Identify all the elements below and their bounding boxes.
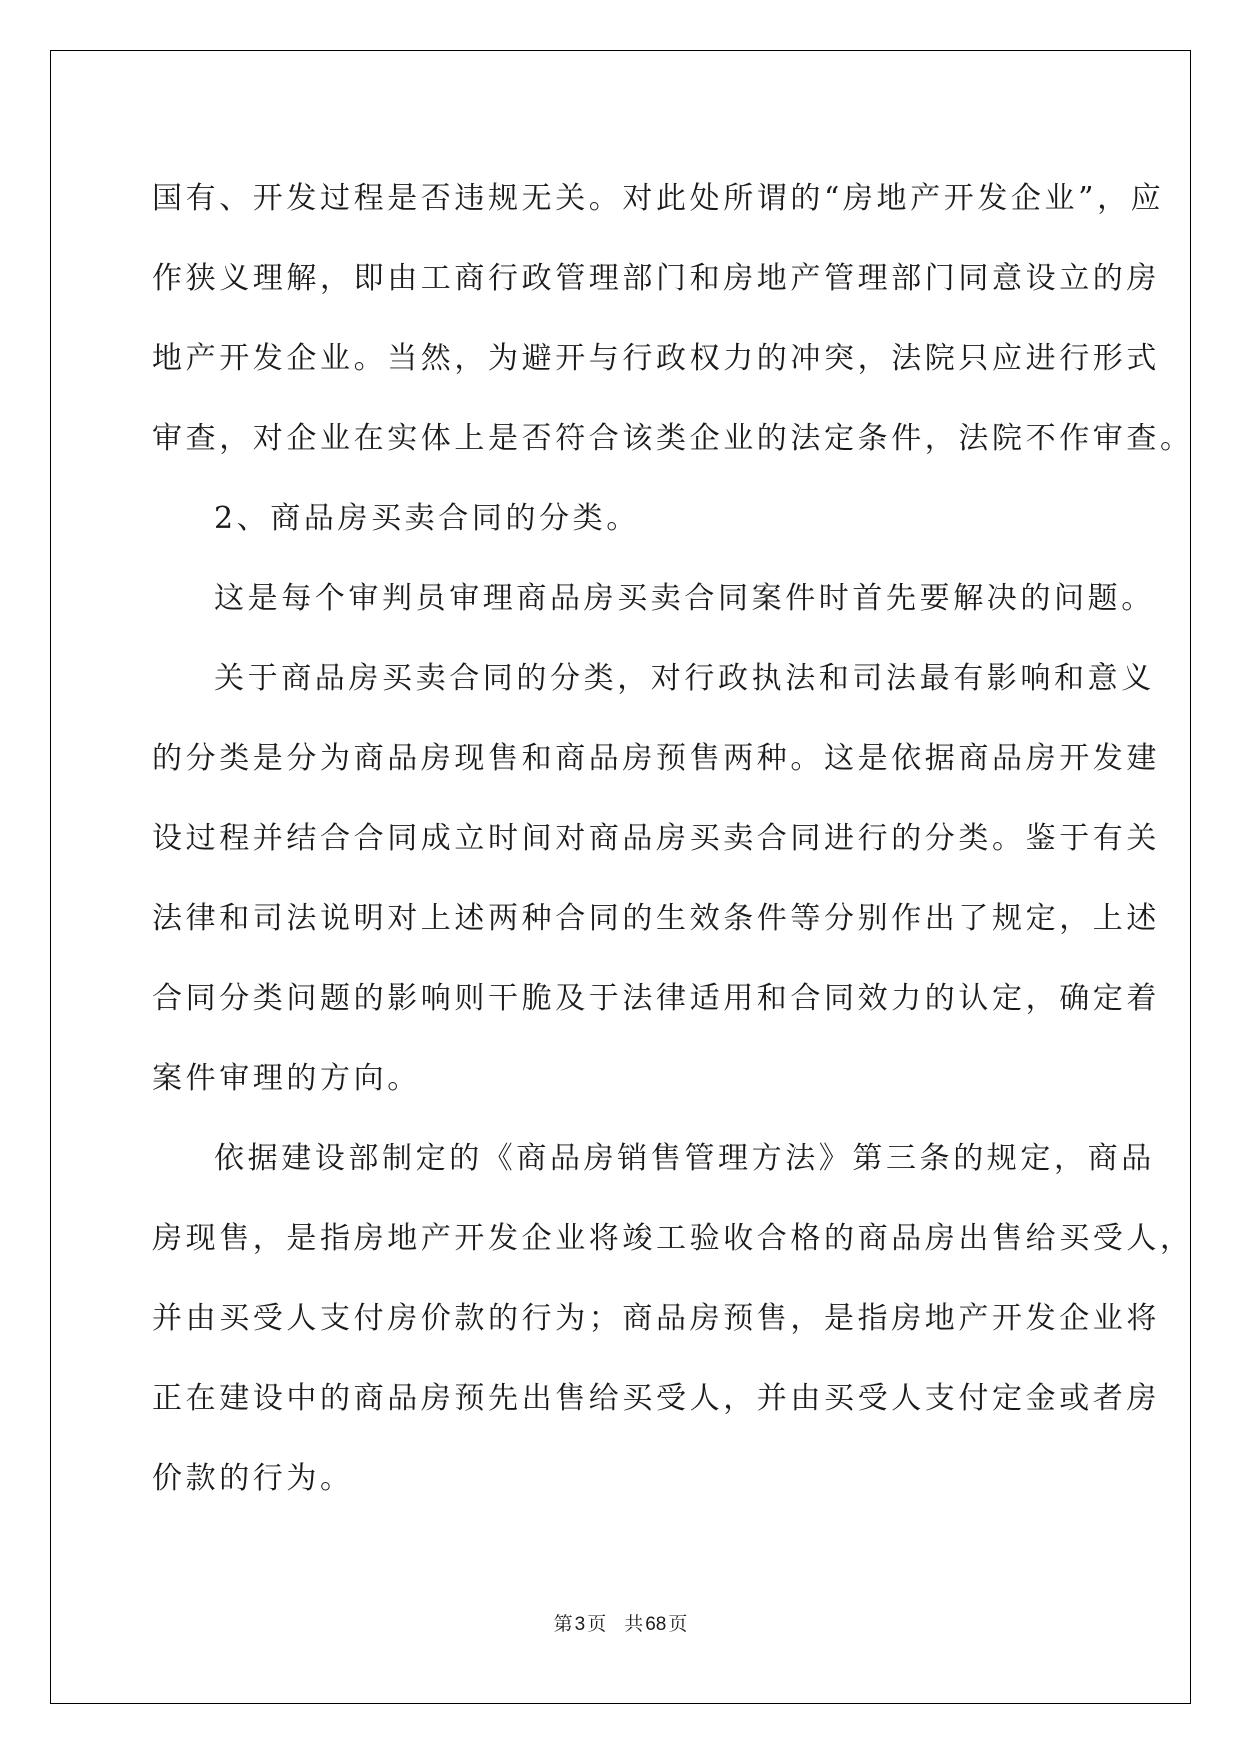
text-line: 法律和司法说明对上述两种合同的生效条件等分别作出了规定，上述 (152, 901, 1160, 936)
section-heading: 2、商品房买卖合同的分类。 (214, 501, 640, 536)
text-line: 这是每个审判员审理商品房买卖合同案件时首先要解决的问题。 (214, 581, 1155, 616)
text-line: 并由买受人支付房价款的行为；商品房预售，是指房地产开发企业将 (152, 1301, 1160, 1336)
total-suffix: 页 (668, 1613, 688, 1635)
page-number: 3 (574, 1614, 586, 1635)
document-body (152, 159, 1194, 1519)
text-line: 案件审理的方向。 (152, 1061, 421, 1096)
page-suffix: 页 (587, 1613, 607, 1635)
total-prefix: 共 (624, 1613, 644, 1635)
text-line: 正在建设中的商品房预先出售给买受人，并由买受人支付定金或者房 (152, 1381, 1160, 1416)
page-prefix: 第 (553, 1613, 573, 1635)
text-line: 的分类是分为商品房现售和商品房预售两种。这是依据商品房开发建 (152, 741, 1160, 776)
total-pages: 68 (645, 1614, 667, 1635)
text-line: 合同分类问题的影响则干脆及于法律适用和合同效力的认定，确定着 (152, 981, 1160, 1016)
text-line: 关于商品房买卖合同的分类，对行政执法和司法最有影响和意义 (214, 661, 1155, 696)
text-line: 国有、开发过程是否违规无关。对此处所谓的“房地产开发企业”，应 (152, 181, 1165, 216)
text-line: 依据建设部制定的《商品房销售管理方法》第三条的规定，商品 (214, 1141, 1155, 1176)
text-line: 设过程并结合合同成立时间对商品房买卖合同进行的分类。鉴于有关 (152, 821, 1160, 856)
text-line: 作狭义理解，即由工商行政管理部门和房地产管理部门同意设立的房 (152, 261, 1160, 296)
text-line: 审查，对企业在实体上是否符合该类企业的法定条件，法院不作审查。 (152, 421, 1194, 456)
page-footer (0, 1612, 1241, 1637)
text-line: 房现售，是指房地产开发企业将竣工验收合格的商品房出售给买受人， (152, 1221, 1194, 1256)
text-line: 价款的行为。 (152, 1461, 354, 1496)
text-line: 地产开发企业。当然，为避开与行政权力的冲突，法院只应进行形式 (152, 341, 1160, 376)
